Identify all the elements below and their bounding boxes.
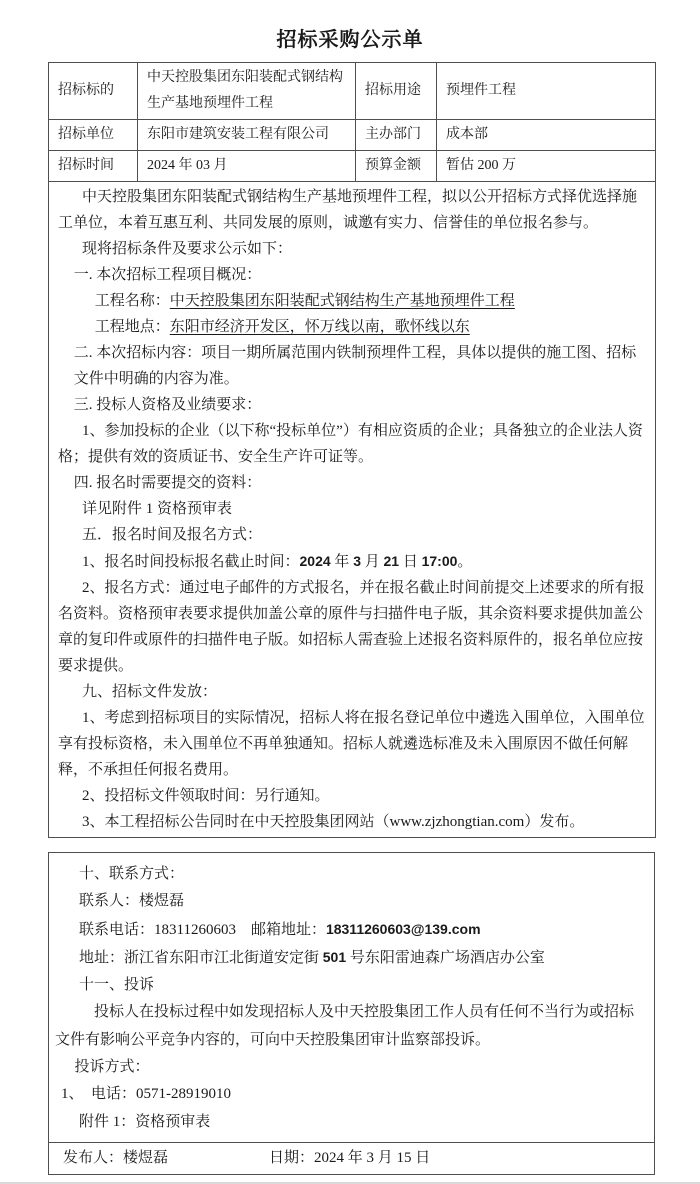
underlined-value: 中天控股集团东阳装配式钢结构生产基地预埋件工程: [169, 293, 515, 309]
info-label: 招标标的: [49, 63, 138, 120]
publish-date: 日期：2024 年 3 月 15 日: [269, 1149, 431, 1166]
section-10-heading: [55, 861, 648, 888]
info-value: 暂估 200 万: [437, 151, 656, 182]
info-label: 招标时间: [49, 151, 138, 182]
qualification-item: [58, 418, 646, 470]
deadline-item: [58, 548, 646, 575]
text-segment: 联系人：楼煜磊: [79, 893, 185, 910]
text-segment: 二. 本次招标内容：项目一期所属范围内铁制预埋件工程，具体以提供的施工图、招标文件中明确的内容为准。: [73, 345, 637, 387]
text-segment: 1、考虑到招标项目的实际情况，招标人将在报名登记单位中遴选入围单位，入围单位享有投标资格，未入围单位不再单独通知。招标人就遴选标准及未入围原因不做任何解释，不承担任何报名费用。: [58, 710, 645, 778]
info-value: 成本部: [437, 120, 656, 151]
contact-section: [49, 853, 654, 1142]
info-label: 招标用途: [356, 63, 437, 120]
publisher: 发布人：楼煜磊: [63, 1149, 169, 1166]
text-segment: 2、投招标文件领取时间：另行通知。: [82, 788, 330, 804]
text-segment: 月: [360, 554, 384, 570]
text-segment: 年: [330, 554, 354, 570]
text-segment: 三. 投标人资格及业绩要求：: [73, 397, 262, 413]
complaint-method-heading: [55, 1054, 648, 1081]
text-segment: 五．报名时间及报名方式：: [82, 527, 263, 543]
info-label: 主办部门: [356, 120, 437, 151]
info-table-row: [49, 63, 656, 120]
preamble: [58, 236, 646, 262]
underlined-value: 东阳市经济开发区，怀万线以南，歌怀线以东: [169, 319, 470, 335]
text-segment: 四. 报名时需要提交的资料：: [73, 475, 262, 491]
text-segment: 1、 电话：0571-28919010: [61, 1086, 231, 1103]
contact-address: [55, 944, 648, 972]
project-location: [58, 314, 646, 340]
text-segment: 联系电话：18311260603 邮箱地址：: [79, 921, 326, 938]
info-value: 2024 年 03 月: [138, 151, 356, 182]
text-segment: 1、报名时间投标报名截止时间：: [82, 554, 300, 570]
info-table-row: [49, 120, 656, 151]
contact-box: [48, 852, 655, 1175]
section-4-heading: [58, 470, 646, 496]
info-label: 预算金额: [356, 151, 437, 182]
info-value: 中天控股集团东阳装配式钢结构生产基地预埋件工程: [138, 63, 356, 120]
text-segment: 工程地点：: [94, 319, 170, 335]
text-segment: 地址：浙江省东阳市江北街道安定街: [79, 949, 323, 966]
text-segment: 投诉方式：: [74, 1059, 150, 1076]
text-segment: 2、报名方式：通过电子邮件的方式报名，并在报名截止时间前提交上述要求的所有报名资料。资格预审表要求提供加盖公章的原件与扫描件电子版，其余资料要求提供加盖公章的复印件或原件的扫描件电子版。如招标人需查验上述报名资料原件的，报名单位应按要求提供。: [58, 580, 645, 674]
text-segment: 十、联系方式：: [79, 866, 185, 882]
text-segment: 2024: [299, 553, 331, 569]
text-segment: 投标人在投标过程中如发现招标人及中天控股集团工作人员有任何不当行为或招标文件有影响公平竞争内容的，可向中天控股集团审计监察部投诉。: [55, 1004, 635, 1048]
info-value: 东阳市建筑安装工程有限公司: [138, 120, 356, 151]
section-3-heading: [58, 392, 646, 418]
text-segment: 21: [383, 553, 400, 569]
info-label: 招标单位: [49, 120, 138, 151]
text-segment: 九、招标文件发放：: [82, 684, 218, 700]
section-11-heading: [55, 972, 648, 999]
attachment-1: [55, 1109, 648, 1136]
text-segment: 号东阳雷迪森广场酒店办公室: [346, 949, 545, 966]
contact-phone-email: [55, 916, 648, 944]
text-segment: 17:00: [421, 553, 458, 569]
section-5-heading: [58, 522, 646, 548]
text-segment: 现将招标条件及要求公示如下：: [82, 241, 293, 257]
text-segment: 1、参加投标的企业（以下称“投标单位”）有相应资质的企业；具备独立的企业法人资格；提供有效的资质证书、安全生产许可证等。: [58, 423, 643, 465]
text-segment: 。: [457, 554, 473, 570]
text-segment: 3: [353, 553, 361, 569]
info-value: 预埋件工程: [437, 63, 656, 120]
text-segment: 十一、投诉: [79, 977, 155, 994]
section-1-heading: [58, 262, 646, 288]
issue-item-2: [58, 783, 646, 809]
info-table-row: [49, 151, 656, 182]
project-name: [58, 288, 646, 314]
info-table: [48, 62, 656, 838]
text-segment: 工程名称：: [94, 293, 170, 309]
text-segment: 501: [322, 948, 347, 965]
issue-item-1: [58, 705, 646, 783]
document-body: [48, 62, 655, 1175]
contact-person: [55, 888, 648, 915]
text-segment: 日: [399, 554, 422, 570]
announcement-section: [49, 182, 656, 838]
section-9-heading: [58, 679, 646, 705]
issue-item-3: [58, 809, 646, 835]
text-segment: 附件 1：资格预审表: [79, 1113, 211, 1130]
complaint-phone: [55, 1081, 648, 1108]
footer-row: [49, 1142, 654, 1174]
text-segment: 18311260603@139.com: [325, 920, 481, 937]
method-item: [58, 575, 646, 679]
section-2: [58, 340, 646, 392]
text-segment: 中天控股集团东阳装配式钢结构生产基地预埋件工程，拟以公开招标方式择优选择施工单位，本着互惠互利、共同发展的原则，诚邀有实力、信誉佳的单位报名参与。: [58, 189, 638, 231]
page-title: 招标采购公示单: [276, 29, 424, 51]
text-segment: 详见附件 1 资格预审表: [82, 501, 233, 517]
complaint-body: [55, 999, 648, 1054]
text-segment: 3、本工程招标公告同时在中天控股集团网站（www.zjzhongtian.com）发布。: [82, 814, 585, 830]
attachment-ref: [58, 496, 646, 522]
intro: [58, 184, 646, 236]
info-table-body: [49, 63, 656, 838]
text-segment: 一. 本次招标工程项目概况：: [73, 267, 262, 283]
